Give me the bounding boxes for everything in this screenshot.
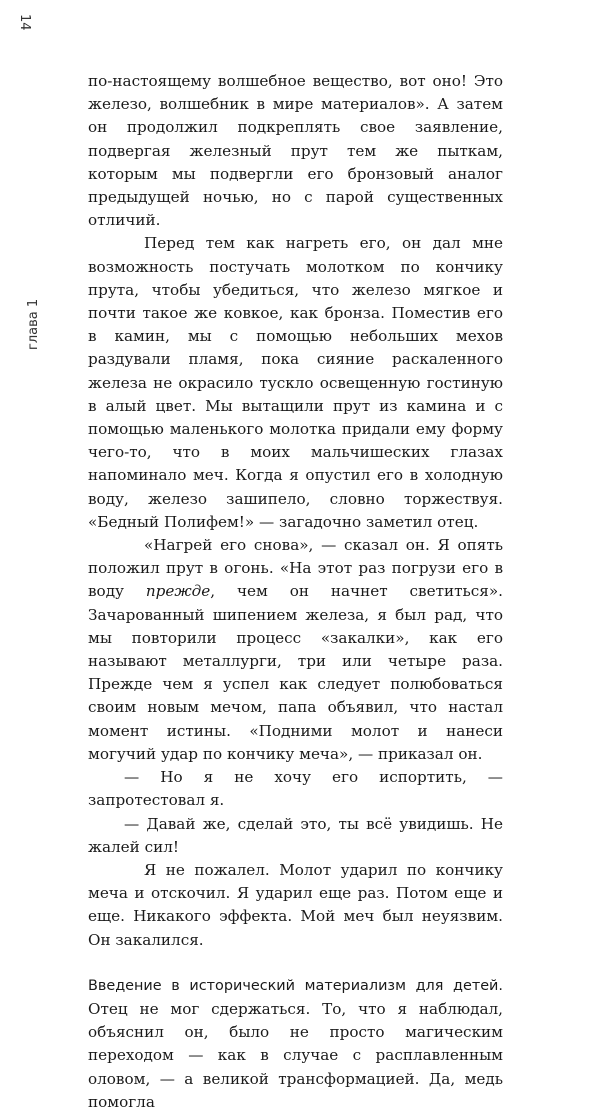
page-number: 14 [17,14,32,31]
section-heading: Введение в исторический материализм для детей. [88,977,503,994]
dialogue-line-1: — Но я не хочу его испортить, — запротестовал я. [88,768,503,810]
section-gap [88,952,503,974]
dialogue-line-2: — Давай же, сделай это, ты всё увидишь. Не жалей сил! [88,814,503,856]
chapter-label: глава 1 [26,298,41,350]
body-text [88,70,503,1114]
paragraph-1: по-настоящему волшебное вещество, вот оно! Это железо, волшебник в мире материалов». А затем он продолжил подкреплять свое заявление, подвергая железный прут тем же пыткам, которым мы подвергли его бронзовый аналог предыдущей ночью, но с парой существенных отличий. [88,72,503,230]
paragraph-3 [88,534,503,766]
paragraph-2: Перед тем как нагреть его, он дал мне возможность постучать молотком по кончику прута, чтобы убедиться, что железо мягкое и почти такое же ковкое, как бронза. Поместив его в камин, мы с помощью небольших мехов раздували пламя, пока сияние раскаленного железа не окрасило тускло освещенную гостиную в алый цвет. Мы вытащили прут из камина и с помощью маленького молотка придали ему форму чего-то, что в моих мальчишеских глазах напоминало меч. Когда я опустил его в холодную воду, железо зашипело, словно торжествуя. «Бедный Полифем!» — загадочно заметил отец. [88,234,503,531]
paragraph-6: Я не пожалел. Молот ударил по кончику меча и отскочил. Я ударил еще раз. Потом еще и еще. Никакого эффекта. Мой меч был неуязвим. Он закалился. [88,860,503,949]
paragraph-3-part-1: «Нагрей его снова», — сказал он. Я опять положил прут в огонь. «На этот раз погрузи его в воду [88,536,503,601]
paragraph-7 [88,974,503,1114]
paragraph-3-part-2: , чем он начнет светиться». Зачарованный шипением железа, я был рад, что мы повторили процесс «закалки», как его называют металлурги, три или четыре раза. Прежде чем я успел как следует полюбоваться своим новым мечом, папа объявил, что настал момент истины. «Подними молот и нанеси могучий удар по кончику меча», — приказал он. [88,582,503,763]
paragraph-7-text: Отец не мог сдержаться. То, что я наблюдал, объяснил он, было не просто магическим переходом — как в случае с расплавленным оловом, — а великой трансформацией. Да, медь помогла [88,999,503,1111]
emphasis-word: прежде [145,582,211,601]
